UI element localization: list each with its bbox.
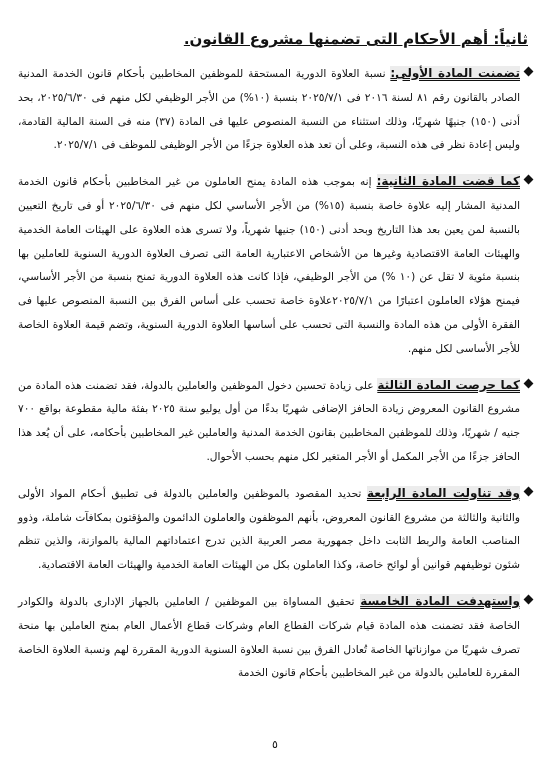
article-3-text: على زيادة تحسين دخول الموظفين والعاملين بالدولة، فقد تضمنت هذه المادة من مشروع القانون المعروض زيادة الحافز الإضافى شهريًا بدءًا من أول يوليو سنة ٢٠٢٥ بفئة مالية مقطوعة بواقع ٧٠٠ جنيه / شهريًا، وذلك للموظفين المخاطبين بقانون الخدمة المدنية والعاملين غير المخاطبين بأحكامه، على أن يُعد هذا الحافز جزءًا من الأجر المكمل أو الأجر المتغير لكل منهم بحسب الأحوال. xyxy=(18,379,520,463)
article-4 xyxy=(18,482,532,578)
article-5-paragraph xyxy=(18,590,520,686)
article-2-paragraph xyxy=(18,170,520,361)
section-heading: ثانياً: أهم الأحكام التى تضمنها مشروع القانون. xyxy=(183,30,528,48)
article-2-lead: كما قضت المادة الثانية: xyxy=(376,174,520,189)
bullet-icon xyxy=(524,594,534,604)
article-4-lead: وقد تناولت المادة الرابعة xyxy=(366,485,520,500)
article-5-text: تحقيق المساواة بين الموظفين / العاملين بالجهاز الإدارى بالدولة والكوادر الخاصة فقد تضمنت هذه المادة قيام شركات القطاع العام وشركات قطاع الأعمال العام بمنح العاملين بها منحة تصرف شهريًا من موازناتها الخاصة تُعادل الفرق بين نسبة العلاوة السنوية الدورية المقررة لهم ونسبة العلاوة الخاصة المقررة للعاملين بالدولة من غير المخاطبين بأحكام قانون الخدمة xyxy=(18,595,520,680)
article-4-text: تحديد المقصود بالموظفين والعاملين بالدولة فى تطبيق أحكام المواد الأولى والثانية والثالثة من مشروع القانون المعروض، بأنهم الموظفون والعاملون الدائمون والمؤقتون بمكافآت شاملة، وذوو المناصب العامة والربط الثابت داخل جمهورية مصر العربية الذين تدرج اعتماداتهم المالية بالموازنة، والذين تنظم شئون توظيفهم قوانين أو لوائح خاصة، وكذا العاملون بكل من الهيئات العامة الخدمية والهيئات العامة الاقتصادية. xyxy=(18,487,520,572)
article-1-lead: تضمنت المادة الأولى: xyxy=(390,66,520,80)
article-5 xyxy=(18,590,532,686)
article-1 xyxy=(18,62,532,158)
article-4-paragraph xyxy=(18,482,520,578)
bullet-icon xyxy=(524,67,534,77)
bullet-icon xyxy=(524,378,534,388)
bullet-icon xyxy=(524,175,534,185)
article-2-text: إنه بموجب هذه المادة يمنح العاملون من غير المخاطبين بأحكام قانون الخدمة المدنية المشار إليه علاوة خاصة بنسبة (١٥%) من الأجر الأساسي لكل منهم فى ٢٠٢٥/٦/٣٠ أو فى تاريخ التعيين بالنسبة لمن يعين بعد هذا التاريخ وبحد أدنى (١٥٠) جنيها شهرياً، ولا تسرى هذه العلاوة على الهيئات العامة الخدمية والهيئات العامة الاقتصادية وغيرها من الأشخاص الاعتبارية العامة التى تصرف العلاوة الدورية السنوية للعاملين بها بنسبة مئوية لا تقل عن (١٠ %) من الأجر الوظيفي، فإذا كانت هذه العلاوة الدورية تمنح بنسبة من الأجر الأساسي، فيمنح هؤلاء العاملون اعتبارًا من ٢٠٢٥/٧/١علاوة خاصة تحسب على أساس الفرق بين النسبة المنصوص عليها فى الفقرة الأولى من هذه المادة والنسبة التى تحسب على أساسها العلاوة الدورية السنوية، وتضم قيمة العلاوة الخاصة للأجر الأساسى لكل منهم. xyxy=(18,176,521,355)
bullet-icon xyxy=(524,486,534,496)
article-1-paragraph xyxy=(18,62,520,158)
article-1-text: نسبة العلاوة الدورية المستحقة للموظفين المخاطبين بأحكام قانون الخدمة المدنية الصادر بالقانون رقم ٨١ لسنة ٢٠١٦ فى ٢٠٢٥/٧/١ بنسبة (١٠%) من الأجر الوظيفي لكل منهم فى ٢٠٢٥/٦/٣٠، بحد أدنى (١٥٠) جنيهًا شهريًا، وذلك استثناء من النسبة المنصوص عليها فى المادة (٣٧) منه فى السنة المالية القادمة، وليس إعادة نظر فى هذه النسبة، وعلى أن تعد هذه العلاوة جزءًا من الأجر الوظيفى للموظف فى ٢٠٢٥/٧/١. xyxy=(18,68,521,152)
page-number: ٥ xyxy=(272,738,278,751)
article-3-paragraph xyxy=(18,374,520,470)
article-5-lead: واستهدفت المادة الخامسة xyxy=(360,593,520,608)
article-3 xyxy=(18,374,532,470)
article-2 xyxy=(18,170,532,361)
article-3-lead: كما حرصت المادة الثالثة xyxy=(377,377,520,392)
document-page xyxy=(18,30,532,763)
